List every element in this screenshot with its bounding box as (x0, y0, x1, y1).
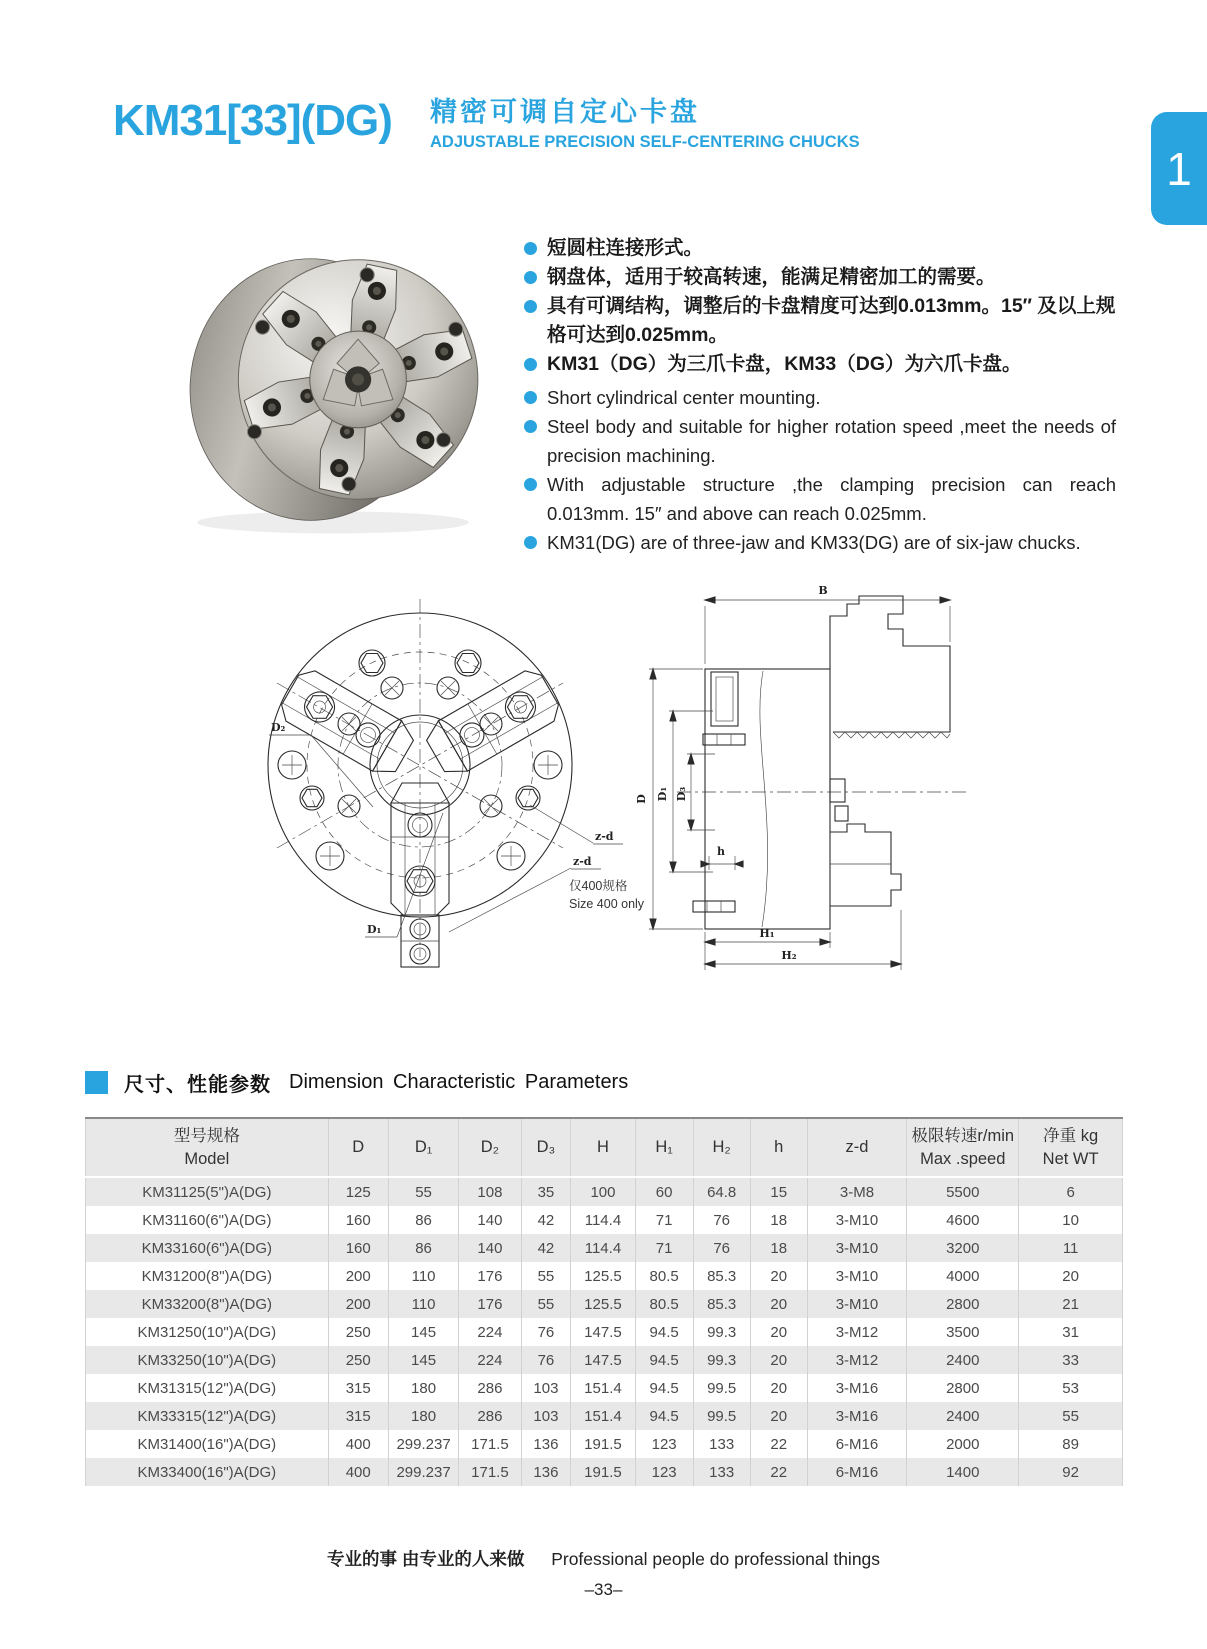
value-cell: 136 (521, 1430, 571, 1458)
section-title (85, 1068, 628, 1097)
drawing-note-cn: 仅400规格 (569, 879, 628, 893)
value-cell: 85.3 (693, 1290, 750, 1318)
value-cell: 20 (750, 1346, 807, 1374)
dim-label-h: h (717, 845, 725, 858)
value-cell: 136 (521, 1458, 571, 1486)
dim-label-d3: D₃ (675, 786, 688, 802)
value-cell: 299.237 (388, 1458, 459, 1486)
spec-table (85, 1117, 1123, 1486)
dim-label-d1-side: D₁ (656, 786, 669, 802)
subtitle-cn: 精密可调自定心卡盘 (430, 97, 700, 127)
dim-label-zd-bottom: z-d (573, 855, 592, 868)
value-cell: 11 (1019, 1234, 1123, 1262)
bullet-icon (524, 391, 537, 404)
bullet-icon (524, 358, 537, 371)
dim-label-h2: H₂ (781, 949, 797, 962)
value-cell: 80.5 (635, 1262, 693, 1290)
value-cell: 2800 (907, 1374, 1019, 1402)
section-title-en: Dimension Characteristic Parameters (289, 1071, 629, 1093)
feature-text: Steel body and suitable for higher rotation speed ,meet the needs of precision machining. (547, 416, 1116, 466)
value-cell: 1400 (907, 1458, 1019, 1486)
bullet-icon (524, 271, 537, 284)
product-photo (182, 230, 504, 538)
value-cell: 94.5 (635, 1402, 693, 1430)
chapter-number: 1 (1166, 142, 1192, 195)
value-cell: 55 (521, 1290, 571, 1318)
value-cell: 200 (328, 1290, 388, 1318)
value-cell: 103 (521, 1402, 571, 1430)
value-cell: 22 (750, 1458, 807, 1486)
section-title-cn: 尺寸、性能参数 (124, 1074, 271, 1096)
value-cell: 60 (635, 1177, 693, 1206)
value-cell: 20 (750, 1318, 807, 1346)
feature-text: KM31（DG）为三爪卡盘，KM33（DG）为六爪卡盘。 (547, 353, 1022, 375)
feature-item (524, 263, 1116, 292)
value-cell: 42 (521, 1206, 571, 1234)
feature-text: Short cylindrical center mounting. (547, 387, 821, 408)
table-row (86, 1262, 1123, 1290)
feature-item (524, 383, 1116, 412)
bullet-icon (524, 242, 537, 255)
side-view-lineart (605, 574, 985, 979)
value-cell: 108 (459, 1177, 521, 1206)
value-cell: 114.4 (571, 1234, 635, 1262)
value-cell: 55 (388, 1177, 459, 1206)
value-cell: 125 (328, 1177, 388, 1206)
value-cell: 3-M10 (807, 1234, 907, 1262)
column-header: H (571, 1118, 635, 1177)
column-header: z-d (807, 1118, 907, 1177)
column-header: 极限转速r/min Max .speed (907, 1118, 1019, 1177)
features-list-en (524, 383, 1116, 557)
value-cell: 15 (750, 1177, 807, 1206)
value-cell: 123 (635, 1458, 693, 1486)
feature-item (524, 470, 1116, 528)
value-cell: 71 (635, 1234, 693, 1262)
value-cell: 2400 (907, 1346, 1019, 1374)
dim-label-d2: D₂ (271, 721, 286, 734)
value-cell: 145 (388, 1318, 459, 1346)
value-cell: 200 (328, 1262, 388, 1290)
footer-slogan (0, 1546, 1207, 1571)
section-marker-icon (85, 1071, 108, 1094)
bullet-icon (524, 478, 537, 491)
table-row (86, 1346, 1123, 1374)
value-cell: 55 (521, 1262, 571, 1290)
value-cell: 33 (1019, 1346, 1123, 1374)
value-cell: 3-M16 (807, 1402, 907, 1430)
value-cell: 2400 (907, 1402, 1019, 1430)
value-cell: 3-M10 (807, 1262, 907, 1290)
value-cell: 20 (750, 1374, 807, 1402)
model-cell: KM33250(10")A(DG) (86, 1346, 329, 1374)
value-cell: 286 (459, 1402, 521, 1430)
value-cell: 2000 (907, 1430, 1019, 1458)
subtitle-block (430, 90, 860, 152)
value-cell: 250 (328, 1318, 388, 1346)
column-header: 型号规格 Model (86, 1118, 329, 1177)
value-cell: 133 (693, 1430, 750, 1458)
value-cell: 315 (328, 1402, 388, 1430)
value-cell: 191.5 (571, 1430, 635, 1458)
value-cell: 76 (693, 1206, 750, 1234)
value-cell: 224 (459, 1318, 521, 1346)
value-cell: 180 (388, 1402, 459, 1430)
value-cell: 100 (571, 1177, 635, 1206)
table-row (86, 1177, 1123, 1206)
value-cell: 3-M10 (807, 1206, 907, 1234)
dim-label-b: B (818, 584, 828, 597)
dim-label-d1: D₁ (367, 923, 382, 936)
value-cell: 10 (1019, 1206, 1123, 1234)
value-cell: 99.3 (693, 1346, 750, 1374)
value-cell: 99.3 (693, 1318, 750, 1346)
value-cell: 4000 (907, 1262, 1019, 1290)
table-row (86, 1430, 1123, 1458)
value-cell: 286 (459, 1374, 521, 1402)
bullet-icon (524, 536, 537, 549)
value-cell: 171.5 (459, 1458, 521, 1486)
model-cell: KM31160(6")A(DG) (86, 1206, 329, 1234)
table-row (86, 1290, 1123, 1318)
model-cell: KM31200(8")A(DG) (86, 1262, 329, 1290)
value-cell: 160 (328, 1206, 388, 1234)
value-cell: 147.5 (571, 1318, 635, 1346)
value-cell: 171.5 (459, 1430, 521, 1458)
value-cell: 4600 (907, 1206, 1019, 1234)
value-cell: 71 (635, 1206, 693, 1234)
value-cell: 147.5 (571, 1346, 635, 1374)
value-cell: 55 (1019, 1402, 1123, 1430)
column-header: H₁ (635, 1118, 693, 1177)
value-cell: 3-M12 (807, 1346, 907, 1374)
value-cell: 94.5 (635, 1346, 693, 1374)
footer-slogan-en: Professional people do professional things (551, 1549, 881, 1569)
feature-text: KM31(DG) are of three-jaw and KM33(DG) are of six-jaw chucks. (547, 532, 1081, 553)
feature-text: 具有可调结构，调整后的卡盘精度可达到0.013mm。15″ 及以上规格可达到0.025mm。 (547, 295, 1116, 346)
value-cell: 5500 (907, 1177, 1019, 1206)
drawing-side-view (605, 574, 985, 979)
spec-table-wrap (85, 1117, 1123, 1486)
table-header-row (86, 1118, 1123, 1177)
dim-label-zd-top: z-d (595, 830, 614, 843)
value-cell: 250 (328, 1346, 388, 1374)
value-cell: 18 (750, 1234, 807, 1262)
value-cell: 2800 (907, 1290, 1019, 1318)
value-cell: 99.5 (693, 1374, 750, 1402)
column-header: D₃ (521, 1118, 571, 1177)
value-cell: 76 (693, 1234, 750, 1262)
value-cell: 92 (1019, 1458, 1123, 1486)
model-cell: KM33315(12")A(DG) (86, 1402, 329, 1430)
model-cell: KM33400(16")A(DG) (86, 1458, 329, 1486)
feature-text: 短圆柱连接形式。 (547, 237, 704, 259)
value-cell: 400 (328, 1430, 388, 1458)
value-cell: 191.5 (571, 1458, 635, 1486)
model-cell: KM31250(10")A(DG) (86, 1318, 329, 1346)
value-cell: 80.5 (635, 1290, 693, 1318)
value-cell: 125.5 (571, 1262, 635, 1290)
value-cell: 3-M16 (807, 1374, 907, 1402)
value-cell: 140 (459, 1234, 521, 1262)
bullet-icon (524, 300, 537, 313)
value-cell: 86 (388, 1234, 459, 1262)
value-cell: 315 (328, 1374, 388, 1402)
column-header: h (750, 1118, 807, 1177)
value-cell: 94.5 (635, 1318, 693, 1346)
value-cell: 53 (1019, 1374, 1123, 1402)
column-header: D₂ (459, 1118, 521, 1177)
value-cell: 123 (635, 1430, 693, 1458)
value-cell: 114.4 (571, 1206, 635, 1234)
value-cell: 89 (1019, 1430, 1123, 1458)
value-cell: 151.4 (571, 1374, 635, 1402)
value-cell: 110 (388, 1290, 459, 1318)
column-header: 净重 kg Net WT (1019, 1118, 1123, 1177)
model-cell: KM33200(8")A(DG) (86, 1290, 329, 1318)
value-cell: 21 (1019, 1290, 1123, 1318)
bullet-icon (524, 420, 537, 433)
chapter-tab (1151, 112, 1207, 225)
table-row (86, 1318, 1123, 1346)
feature-item (524, 350, 1116, 379)
column-header: D (328, 1118, 388, 1177)
feature-item (524, 234, 1116, 263)
drawing-note-en: Size 400 only (569, 897, 645, 911)
value-cell: 42 (521, 1234, 571, 1262)
table-row (86, 1234, 1123, 1262)
value-cell: 145 (388, 1346, 459, 1374)
features-list-cn (524, 234, 1116, 379)
value-cell: 140 (459, 1206, 521, 1234)
value-cell: 22 (750, 1430, 807, 1458)
table-body (86, 1177, 1123, 1486)
value-cell: 99.5 (693, 1402, 750, 1430)
value-cell: 176 (459, 1262, 521, 1290)
column-header: D₁ (388, 1118, 459, 1177)
value-cell: 6-M16 (807, 1458, 907, 1486)
dim-label-d: D (635, 794, 648, 804)
drawing-front-view (225, 585, 665, 977)
value-cell: 6-M16 (807, 1430, 907, 1458)
value-cell: 20 (750, 1402, 807, 1430)
value-cell: 35 (521, 1177, 571, 1206)
front-view-lineart (225, 585, 665, 977)
table-row (86, 1374, 1123, 1402)
model-cell: KM31125(5")A(DG) (86, 1177, 329, 1206)
feature-item (524, 412, 1116, 470)
value-cell: 3-M8 (807, 1177, 907, 1206)
value-cell: 18 (750, 1206, 807, 1234)
value-cell: 76 (521, 1346, 571, 1374)
value-cell: 160 (328, 1234, 388, 1262)
value-cell: 176 (459, 1290, 521, 1318)
value-cell: 151.4 (571, 1402, 635, 1430)
table-row (86, 1458, 1123, 1486)
model-cell: KM33160(6")A(DG) (86, 1234, 329, 1262)
value-cell: 20 (1019, 1262, 1123, 1290)
value-cell: 31 (1019, 1318, 1123, 1346)
value-cell: 3-M12 (807, 1318, 907, 1346)
value-cell: 20 (750, 1290, 807, 1318)
feature-item (524, 292, 1116, 350)
chuck-photo-illustration (182, 230, 504, 538)
table-row (86, 1402, 1123, 1430)
subtitle-en: ADJUSTABLE PRECISION SELF-CENTERING CHUCKS (430, 133, 860, 151)
value-cell: 110 (388, 1262, 459, 1290)
value-cell: 224 (459, 1346, 521, 1374)
value-cell: 64.8 (693, 1177, 750, 1206)
feature-text: With adjustable structure ,the clamping precision can reach 0.013mm. 15″ and above can reach 0.025mm. (547, 474, 1116, 524)
model-cell: KM31315(12")A(DG) (86, 1374, 329, 1402)
feature-item (524, 528, 1116, 557)
value-cell: 3-M10 (807, 1290, 907, 1318)
value-cell: 3500 (907, 1318, 1019, 1346)
footer-slogan-cn: 专业的事 由专业的人来做 (326, 1549, 525, 1569)
value-cell: 3200 (907, 1234, 1019, 1262)
value-cell: 94.5 (635, 1374, 693, 1402)
value-cell: 125.5 (571, 1290, 635, 1318)
value-cell: 400 (328, 1458, 388, 1486)
page-number: –33– (584, 1580, 623, 1599)
value-cell: 299.237 (388, 1430, 459, 1458)
value-cell: 20 (750, 1262, 807, 1290)
value-cell: 85.3 (693, 1262, 750, 1290)
model-cell: KM31400(16")A(DG) (86, 1430, 329, 1458)
dim-label-h1: H₁ (759, 927, 775, 940)
table-row (86, 1206, 1123, 1234)
value-cell: 6 (1019, 1177, 1123, 1206)
column-header: H₂ (693, 1118, 750, 1177)
feature-text: 钢盘体，适用于较高转速，能满足精密加工的需要。 (547, 266, 996, 288)
value-cell: 76 (521, 1318, 571, 1346)
value-cell: 180 (388, 1374, 459, 1402)
value-cell: 86 (388, 1206, 459, 1234)
value-cell: 103 (521, 1374, 571, 1402)
value-cell: 133 (693, 1458, 750, 1486)
page-title: KM31[33](DG) (113, 96, 392, 145)
